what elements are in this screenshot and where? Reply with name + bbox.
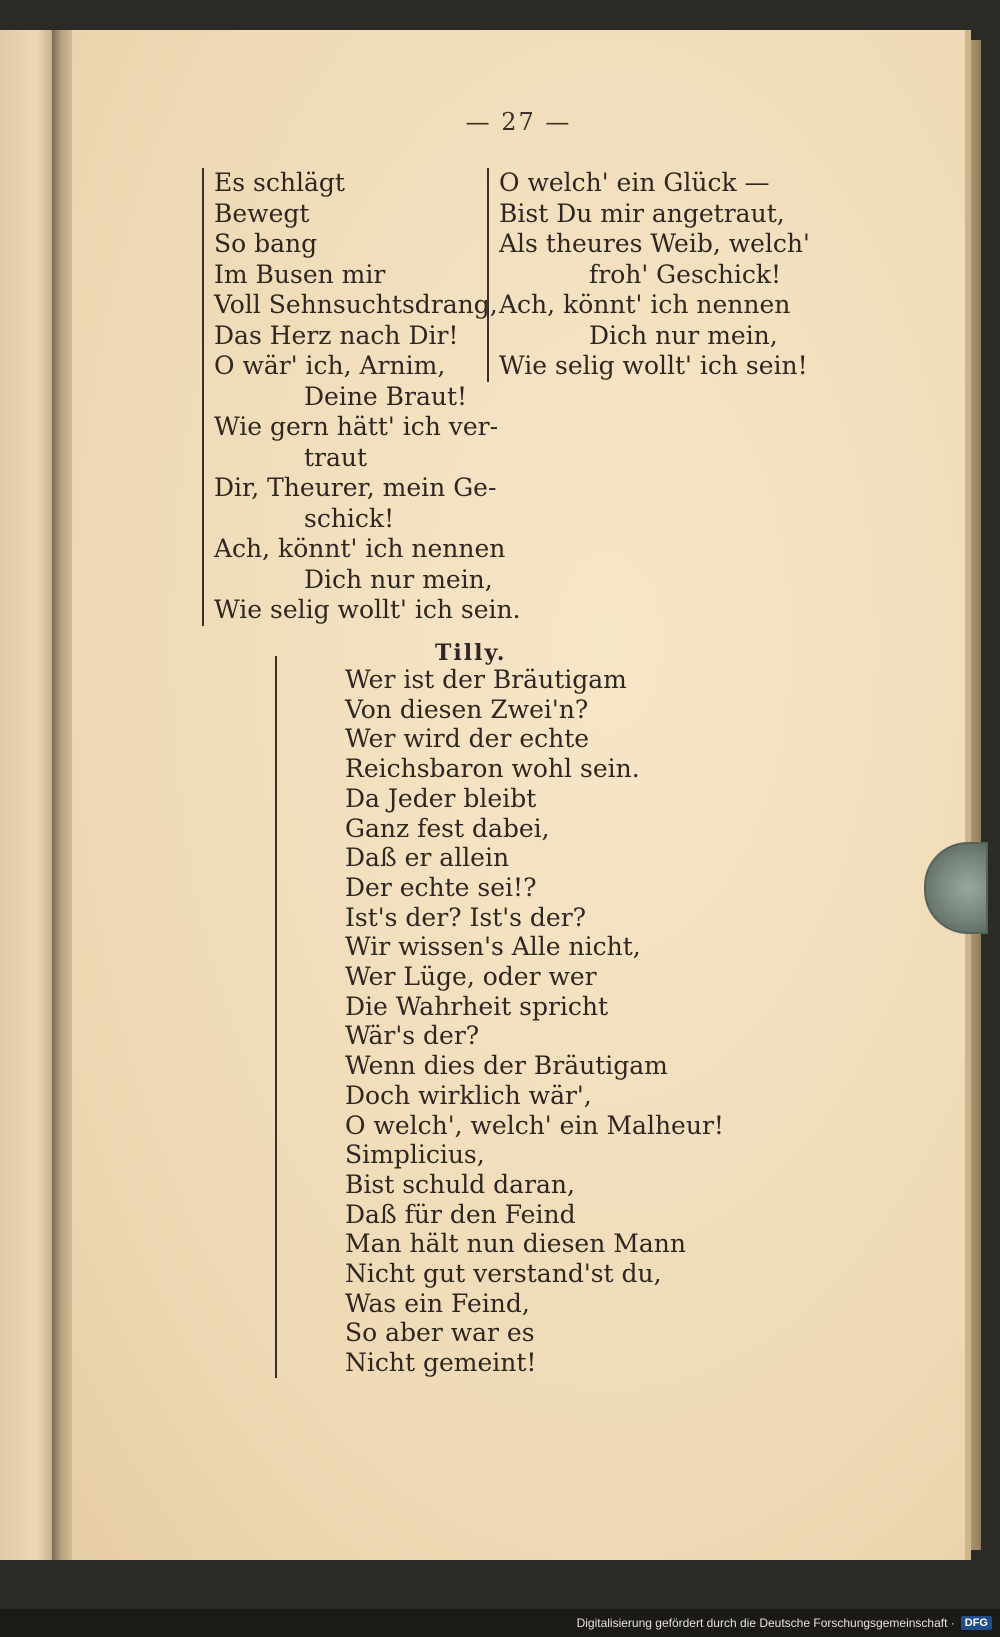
verse-line: Daß er allein xyxy=(345,843,510,873)
verse-line: Wie selig wollt' ich sein. xyxy=(214,595,521,624)
tilly-vertical-rule xyxy=(275,656,277,1378)
book-spine xyxy=(52,30,74,1560)
verse-line: Doch wirklich wär', xyxy=(345,1080,592,1110)
verse-line: Ist's der? Ist's der? xyxy=(345,902,587,932)
tilly-verse xyxy=(345,665,724,1378)
verse-line: O wär' ich, Arnim, xyxy=(214,351,446,380)
verse-line: Bist schuld daran, xyxy=(345,1169,575,1199)
verse-line: schick! xyxy=(304,503,395,533)
verse-line: Nicht gut verstand'st du, xyxy=(345,1259,662,1289)
verse-line: Ganz fest dabei, xyxy=(345,813,550,843)
attribution-footer xyxy=(577,1613,992,1633)
verse-line: So aber war es xyxy=(345,1318,535,1348)
speaker-name: Tilly. xyxy=(435,640,507,666)
verse-line: O welch', welch' ein Malheur! xyxy=(345,1110,724,1140)
verse-line: Die Wahrheit spricht xyxy=(345,991,609,1021)
verse-line: Bewegt xyxy=(214,198,310,228)
verse-line: Wenn dies der Bräutigam xyxy=(345,1051,668,1081)
verse-line: Da Jeder bleibt xyxy=(345,783,537,813)
verse-line: traut xyxy=(304,442,368,472)
left-verse-column xyxy=(202,168,521,626)
verse-line: Wär's der? xyxy=(345,1021,480,1051)
verse-line: Ach, könnt' ich nennen xyxy=(214,534,506,563)
verse-line: Wer wird der echte xyxy=(345,724,590,754)
right-verse-column xyxy=(487,168,810,382)
verse-line: Was ein Feind, xyxy=(345,1288,530,1318)
verse-line: Im Busen mir xyxy=(214,259,386,289)
verse-line: Daß für den Feind xyxy=(345,1199,576,1229)
verse-line: Nicht gemeint! xyxy=(345,1348,537,1378)
verse-line: Wer ist der Bräutigam xyxy=(345,665,627,694)
verse-line: Voll Sehnsuchtsdrang, xyxy=(214,290,498,319)
verse-line: Dich nur mein, xyxy=(304,564,493,594)
verse-line: Von diesen Zwei'n? xyxy=(345,694,589,724)
verse-line: Als theures Weib, welch' xyxy=(499,229,810,258)
verse-line: froh' Geschick! xyxy=(589,259,782,289)
verse-line: Wir wissen's Alle nicht, xyxy=(345,932,641,962)
verse-line: Wie gern hätt' ich ver- xyxy=(214,412,499,441)
verse-line: Es schlägt xyxy=(214,168,345,197)
verse-line: Wer Lüge, oder wer xyxy=(345,962,597,992)
verse-line: Wie selig wollt' ich sein! xyxy=(499,351,808,380)
attribution-text: Digitalisierung gefördert durch die Deutsche Forschungsgemeinschaft · xyxy=(576,1616,955,1630)
dfg-logo: DFG xyxy=(961,1616,992,1630)
page-number: — 27 — xyxy=(465,108,572,136)
verse-line: Deine Braut! xyxy=(304,381,468,411)
verse-line: Simplicius, xyxy=(345,1140,485,1170)
facing-page xyxy=(0,30,54,1560)
verse-line: Reichsbaron wohl sein. xyxy=(345,754,640,784)
verse-line: Dir, Theurer, mein Ge- xyxy=(214,473,497,502)
verse-line: Das Herz nach Dir! xyxy=(214,320,459,350)
verse-line: Bist Du mir angetraut, xyxy=(499,198,785,228)
verse-line: Ach, könnt' ich nennen xyxy=(499,290,791,319)
verse-line: Der echte sei!? xyxy=(345,872,537,902)
verse-line: So bang xyxy=(214,229,318,258)
verse-line: O welch' ein Glück — xyxy=(499,168,770,197)
verse-line: Man hält nun diesen Mann xyxy=(345,1229,686,1259)
verse-line: Dich nur mein, xyxy=(589,320,778,350)
